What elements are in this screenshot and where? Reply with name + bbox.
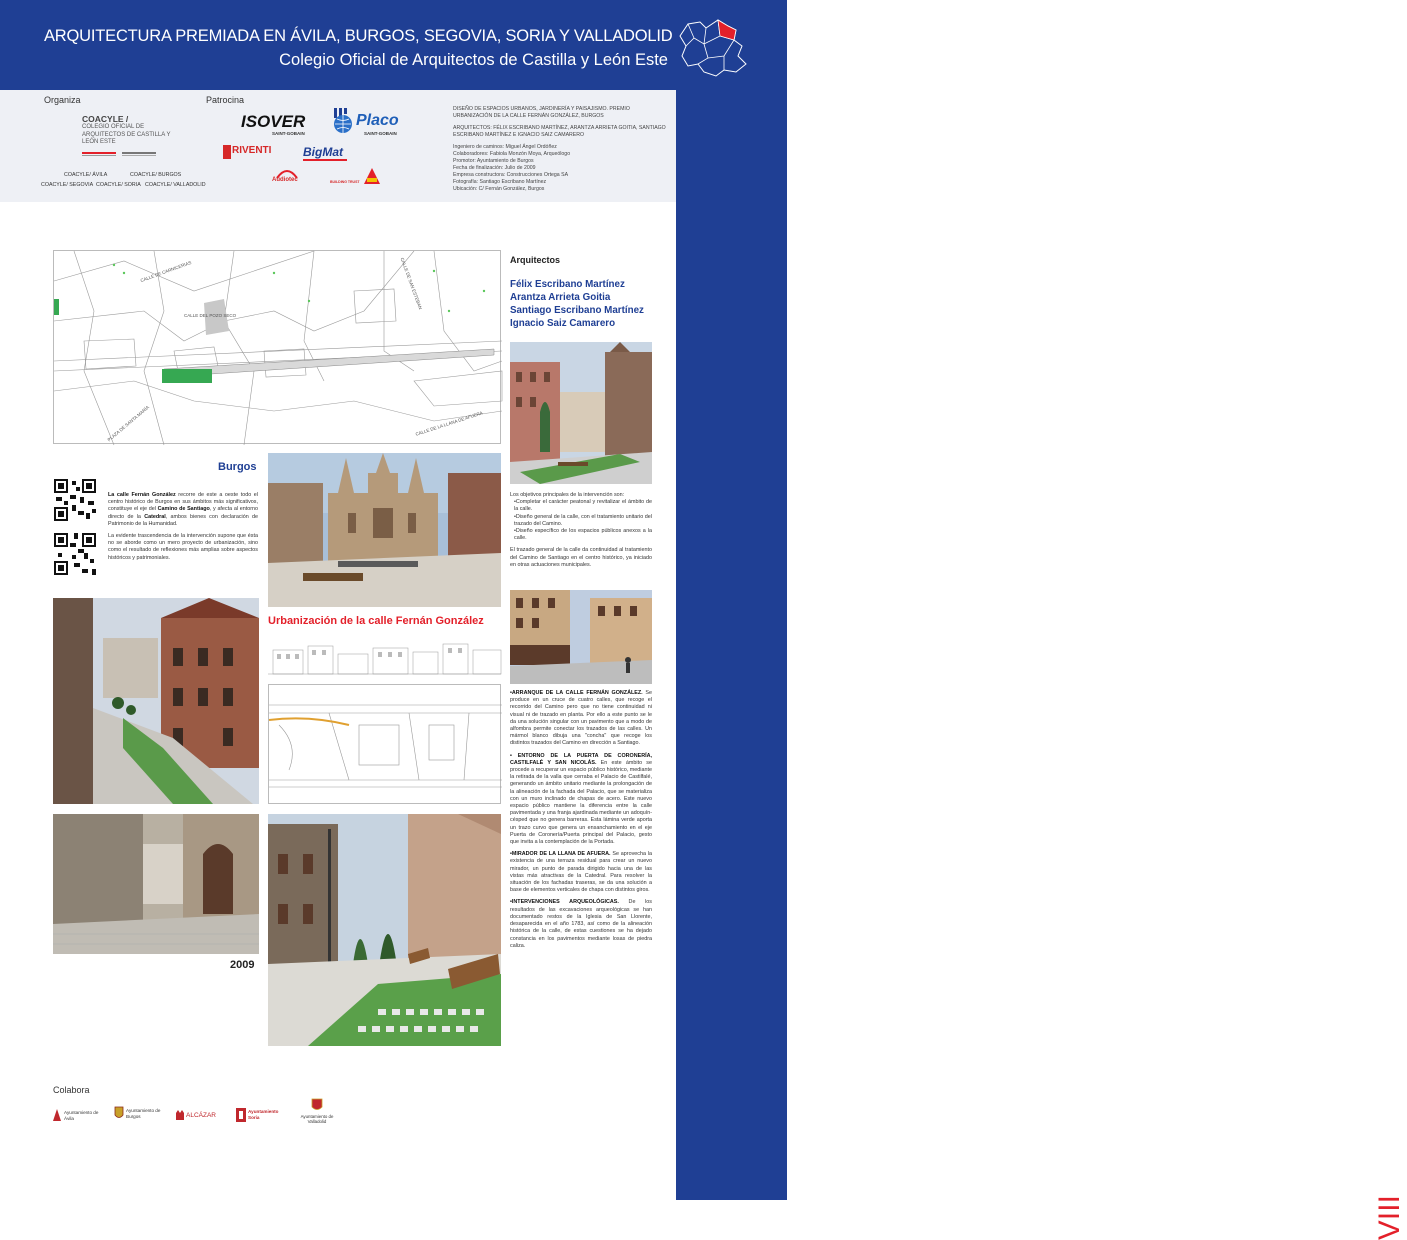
bigmat-logo: BigMat [303, 145, 347, 162]
project-title: Urbanización de la calle Fernán González [268, 615, 484, 627]
organiza-label: Organiza [44, 95, 81, 105]
coacyle-burgos: COACYLE/ BURGOS [130, 172, 182, 178]
arquitectos-heading: Arquitectos [510, 255, 561, 265]
building-trust-label: BUILDING TRUST [330, 180, 360, 184]
credits-line: Ingeniero de caminos: Miguel Ángel Ordóñez [453, 144, 557, 150]
architect-name: Félix Escribano Martínez [510, 279, 625, 290]
photo-cathedral-plaza [268, 453, 501, 607]
placo-globe-icon [332, 108, 354, 134]
section-arranque: •ARRANQUE DE LA CALLE FERNÁN GONZÁLEZ. Se produce en un cruce de cuatro calles, que recoge el recorrido del Camino pero que no tiene continuidad ni visual ni de trazado en planta. Por ello a este punto se le da una solución singular con un pavimento que a modo de alfombra permite conectar los trazados de las calles. Un mármol blanco dibuja una "concha" que recoge los distintos trazados del Camino en dirección a Santiago. [510, 690, 653, 747]
credits-block [453, 106, 668, 193]
credits-line: Fecha de finalización: Julio de 2009 [453, 165, 536, 171]
section-arqueologia: •INTERVENCIONES ARQUEOLÓGICAS. De los resultados de las excavaciones arqueológicas se han documentado restos de la Iglesia de San Llorente, desaparecida en el año 1783, así como de la alineación histórica de la calle, de estas cuestiones se ha dejado constancia en los pavimentos mediante losas de piedra caliza. [510, 899, 652, 949]
credits-line: Ubicación: C/ Fernán González, Burgos [453, 186, 545, 192]
coacyle-title: COACYLE / [82, 114, 129, 124]
colabora-label: Colabora [53, 1085, 90, 1095]
map-label: CALLE DE CARNICERIAS [139, 259, 192, 284]
avila-logo: Ayuntamiento de Ávila [52, 1106, 104, 1126]
architects-list [510, 278, 670, 330]
credits-line: Promotor: Ayuntamiento de Burgos [453, 158, 534, 164]
section-coroneria: • ENTORNO DE LA PUERTA DE CORONERÍA, CASTILFALÉ Y SAN NICOLÁS. En este ámbito se procede a recuperar un espacio público histórico, mediante la retirada de la valla que cerraba el Palacio de Castilfalé, generando un ámbito unitario mediante la prolongación de la alineación de la fachada del Palacio, que se materializa con un muro inclinado de chapas de acero. Este nuevo espacio público mantiene la diferencia entre la calle pavimentada y una franja ajardinada mediante un adoquín-césped que no genera barreras. Esta lámina verde aporta un trazo curvo que genera un ensanchamiento en el eje Puerta de Coronería/Puerta principal del Palacio, gesto que invita a la contemplación de la Portada. [510, 752, 652, 846]
alcazar-logo: ALCÁZAR [176, 1110, 226, 1124]
map-label: CALLE DE LA LLANA DE AFUERA [414, 410, 484, 437]
placo-saint-gobain: SAINT-GOBAIN [364, 131, 397, 136]
audiotec-logo: Audiotec [272, 168, 302, 186]
placo-logo: Placo [356, 112, 399, 129]
map-label: CALLE DE SAN ESTEBAN [399, 257, 423, 310]
award-vertical-title: VIII PREMIO DE ARQUITECTURA Y URBANISMO DE CASTILLA Y LEÓN [1373, 248, 1406, 1240]
qr-code-icon [52, 531, 98, 577]
section-mirador: •MIRADOR DE LA LLANA DE AFUERA. Se aprovecha la existencia de una terraza residual para crear un nuevo mirador, un punto de parada dirigido hacia una de las vistas más atractivas de la Catedral. Para resolver la situación de los fachadas traseras, se da una solución a base de elementos verticales de chapa con distintos giros. [510, 851, 652, 894]
photo-square-aerial [53, 598, 259, 804]
coacyle-avila: COACYLE/ ÁVILA [64, 172, 108, 178]
credits-line: Empresa constructora: Construcciones Ortega SA [453, 172, 569, 178]
photo-benches-garden [268, 814, 501, 1046]
city-heading: Burgos [218, 461, 257, 473]
photo-stone-street [53, 814, 259, 954]
coacyle-segovia: COACYLE/ SEGOVIA [41, 182, 94, 188]
objectives-text: Los objetivos principales de la intervención son: •Completar el carácter peatonal y revitalizar el ámbito de la calle. •Diseño general de la calle, con el tratamiento unitario del trazado del Camino. •Diseño específico de los espacios públicos anexos a la calle. El trazado general de la calle da continuidad al tratamiento del Camino de Santiago en el centro histórico, ya iniciado en otras actuaciones municipales. [510, 492, 652, 568]
architect-name: Santiago Escribano Martínez [510, 305, 644, 316]
qr-code-icon [52, 477, 98, 523]
architect-name: Ignacio Saiz Camarero [510, 318, 616, 329]
coacyle-valladolid: COACYLE/ VALLADOLID [145, 182, 206, 188]
isover-logo: ISOVER [241, 112, 306, 131]
riventi-logo: RIVENTI [223, 145, 269, 159]
credits-line: Fotografía: Santiago Escribano Martínez [453, 179, 547, 185]
detail-plan [268, 684, 501, 804]
isover-saint-gobain: SAINT-GOBAIN [272, 131, 305, 136]
map-label: CALLE DEL POZO SECO [184, 313, 237, 318]
coacyle-subtitle: COLEGIO OFICIAL DE ARQUITECTOS DE CASTILLA Y LEÓN ESTE [82, 124, 171, 145]
elevation-drawing [268, 640, 501, 678]
header-banner [0, 0, 787, 90]
map-label: PLAZA DE SANTA MARÍA [106, 404, 151, 443]
architect-name: Arantza Arrieta Goitia [510, 292, 611, 303]
photo-street-cathedral [510, 342, 652, 484]
sections-text [510, 690, 652, 955]
intro-text: La calle Fernán González recorre de este a oeste todo el centro histórico de Burgos en sus ámbitos más significativos, constituye el eje del Camino de Santiago, y afecta al entorno directo de la Catedral, ambos bienes con declaración de Patrimonio de la Humanidad. La evidente trascendencia de la intervención supone que ésta no se aborde como un mero proyecto de urbanización, sino como el resultado de reflexiones más amplias sobre aspectos históricos y patrimoniales. [108, 492, 258, 561]
credits-architects: ARQUITECTOS: FÉLIX ESCRIBANO MARTÍNEZ, ARANTZA ARRIETA GOITIA, SANTIAGO ESCRIBANO MARTÍNEZ E IGNACIO SAIZ CAMARERO [453, 125, 666, 138]
header-title: ARQUITECTURA PREMIADA EN ÁVILA, BURGOS, SEGOVIA, SORIA Y VALLADOLID [44, 27, 673, 45]
burgos-logo: Ayuntamiento de Burgos [114, 1104, 164, 1126]
castilla-leon-map-icon [676, 16, 750, 78]
soria-logo: Ayuntamiento Soria [236, 1106, 284, 1126]
site-plan [53, 250, 501, 444]
header-subtitle: Colegio Oficial de Arquitectos de Castilla y León Este [279, 51, 668, 69]
coacyle-soria: COACYLE/ SORIA [96, 182, 141, 188]
patrocina-label: Patrocina [206, 95, 245, 105]
valladolid-logo: Ayuntamiento de Valladolid [300, 1098, 334, 1128]
credits-category: DISEÑO DE ESPACIOS URBANOS, JARDINERÍA Y PAISAJISMO. PREMIO URBANIZACIÓN DE LA CALLE FERNÁN GONZÁLEZ, BURGOS [453, 106, 630, 119]
credits-line: Colaboradores: Fabiola Monzón Moya, Arqueólogo [453, 151, 571, 157]
sika-logo-icon [362, 166, 382, 186]
photo-cafe-street [510, 590, 652, 684]
year-label: 2009 [230, 959, 255, 971]
coacyle-bars [82, 152, 162, 157]
